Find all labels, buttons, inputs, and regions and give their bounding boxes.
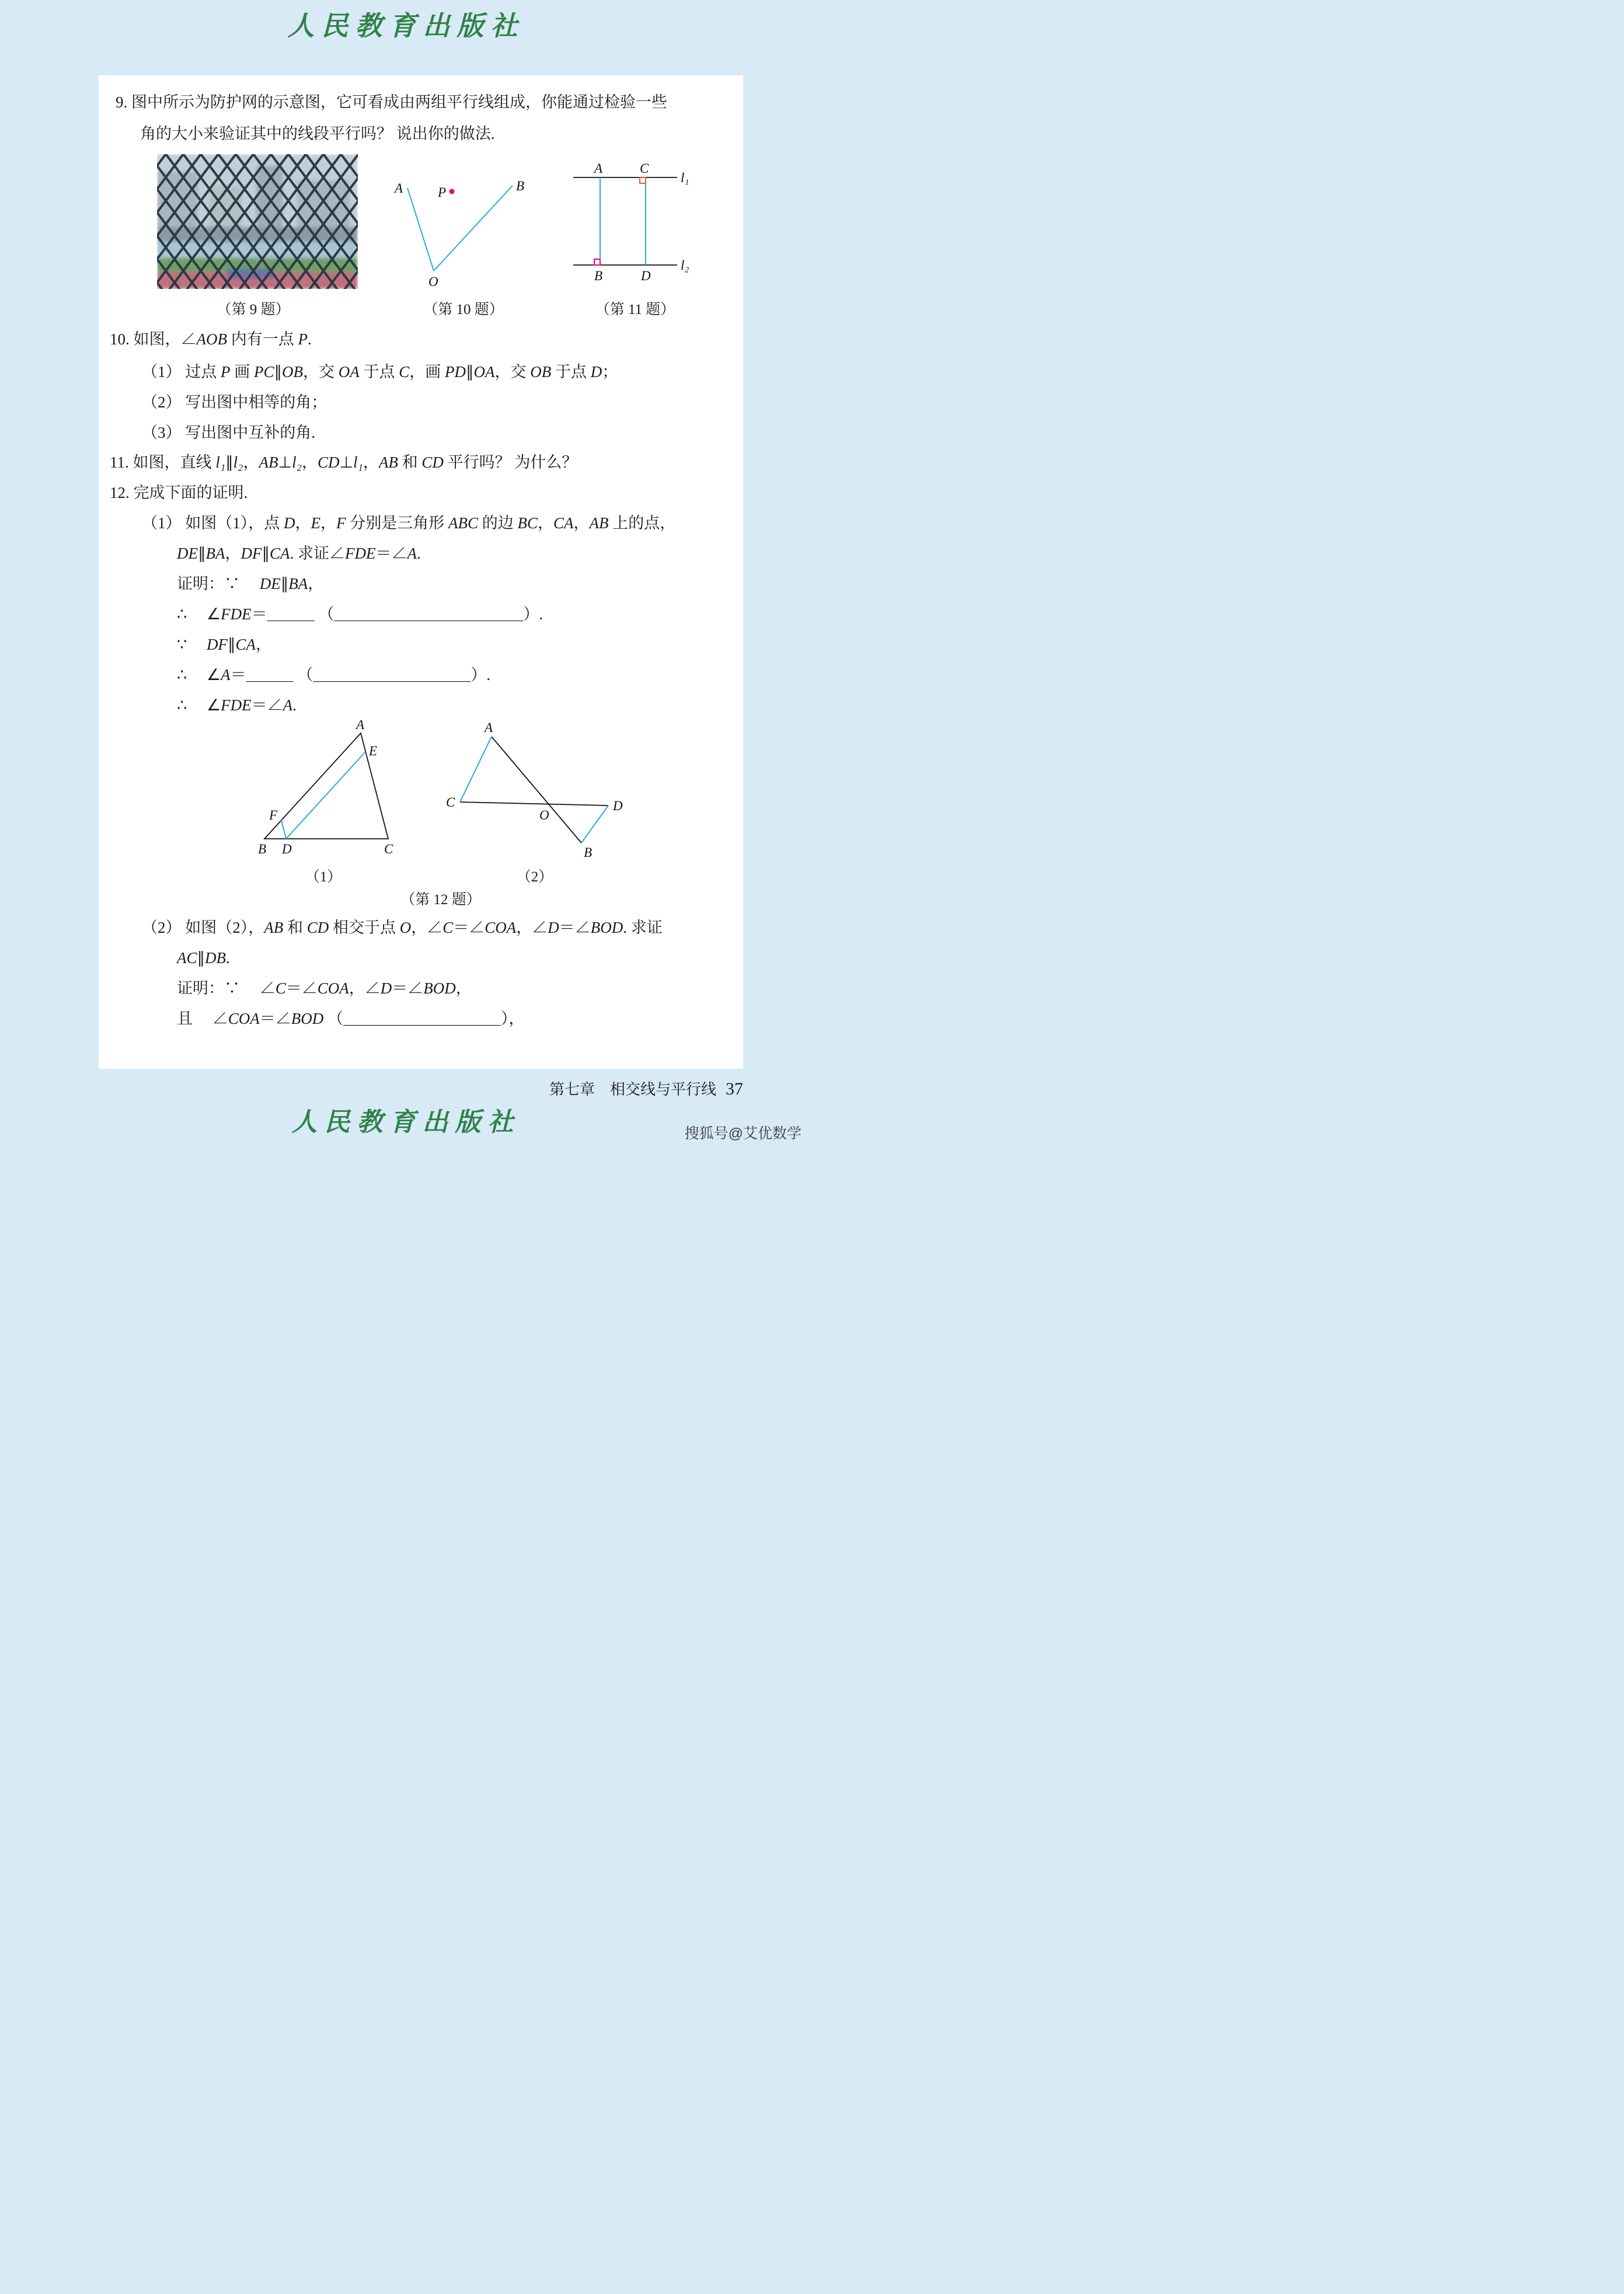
label-B: B [594, 269, 603, 283]
point-P-dot [449, 189, 455, 194]
label-B: B [584, 845, 593, 860]
q10-part1: （1） 过点 P 画 PC∥OB，交 OA 于点 C，画 PD∥OA，交 OB 于点 D； [142, 363, 618, 381]
publisher-logo-bottom: 人民教育出版社 [291, 1108, 521, 1136]
q12-part1-line1: （1） 如图（1），点 D，E，F 分别是三角形 ABC 的边 BC，CA，AB 上的点， [142, 514, 676, 532]
segment-DE [286, 752, 365, 839]
segment-DB [581, 806, 608, 843]
publisher-logo-top: 人民教育出版社 [287, 11, 525, 41]
label-E: E [369, 744, 378, 758]
label-B: B [258, 842, 267, 856]
label-A: A [485, 720, 493, 735]
right-angle-mark-B [594, 259, 600, 265]
q9-line-1: 9. 图中所示为防护网的示意图，它可看成由两组平行线组成，你能通过检验一些 [116, 93, 667, 111]
q10-part2: （2） 写出图中相等的角； [142, 393, 327, 411]
caption-fig9: （第 9 题） [217, 302, 290, 318]
q12-stem: 12. 完成下面的证明. [110, 484, 248, 501]
label-C: C [640, 162, 649, 176]
label-D: D [613, 799, 623, 813]
label-l2: l₂ [681, 258, 689, 273]
q11-stem: 11. 如图，直线 l₁∥l₂，AB⊥l₂，CD⊥l₁，AB 和 CD 平行吗？ 为什么？ [110, 454, 578, 471]
label-D: D [282, 842, 292, 856]
label-O: O [539, 808, 549, 822]
caption-sub2: （2） [516, 869, 553, 885]
label-O: O [428, 274, 438, 289]
q12-part1-line2: DE∥BA，DF∥CA. 求证∠FDE＝∠A. [177, 545, 421, 562]
segment-DF [281, 820, 286, 839]
q12-proof-line6: 证明：∵ ∠C＝∠COA，∠D＝∠BOD， [177, 979, 472, 997]
label-A: A [594, 162, 603, 176]
right-angle-mark-C [640, 177, 646, 183]
q10-part3: （3） 写出图中互补的角. [142, 424, 315, 441]
q12-proof-line4: ∴ ∠A＝＿＿＿ （＿＿＿＿＿＿＿＿＿＿）. [177, 666, 491, 684]
segment-AC [460, 737, 492, 802]
caption-fig12: （第 12 题） [400, 892, 481, 908]
q12-proof-line2: ∴ ∠FDE＝＿＿＿ （＿＿＿＿＿＿＿＿＿＿＿＿）. [177, 605, 543, 623]
label-C: C [446, 795, 455, 810]
page-footer [549, 1078, 743, 1099]
footer-page-number: 37 [726, 1079, 743, 1099]
footer-chapter-title: 第七章 相交线与平行线 [549, 1081, 716, 1098]
ray-OA [407, 188, 434, 271]
q12-part2-line1: （2） 如图（2），AB 和 CD 相交于点 O，∠C＝∠COA，∠D＝∠BOD. 求证 [142, 919, 663, 936]
q10-stem: 10. 如图，∠AOB 内有一点 P. [110, 330, 312, 348]
q12-proof-line1: 证明：∵ DE∥BA， [177, 575, 324, 592]
label-B: B [516, 179, 525, 193]
figure-q12-1 [250, 720, 405, 860]
q12-proof-line3: ∵ DF∥CA， [177, 636, 271, 653]
label-C: C [384, 842, 393, 856]
figure-q12-2 [437, 720, 632, 863]
line-AB [492, 737, 581, 843]
q12-proof-line7: 且 ∠COA＝∠BOD （＿＿＿＿＿＿＿＿＿＿）， [177, 1010, 525, 1027]
caption-fig10: （第 10 题） [423, 302, 504, 318]
caption-fig11: （第 11 题） [595, 302, 675, 318]
caption-sub1: （1） [305, 869, 342, 885]
line-CD [460, 802, 608, 806]
q12-proof-line5: ∴ ∠FDE＝∠A. [177, 696, 297, 714]
q9-line-2: 角的大小来验证其中的线段平行吗？ 说出你的做法. [140, 125, 495, 142]
figure-q10 [390, 173, 530, 290]
watermark-text: 搜狐号@艾优数学 [684, 1125, 801, 1142]
chain-link-mesh [157, 154, 358, 289]
label-A: A [395, 181, 403, 196]
label-F: F [269, 808, 278, 822]
label-P: P [438, 185, 447, 200]
figure-q11 [571, 162, 693, 285]
label-l1: l₁ [681, 170, 689, 185]
label-D: D [641, 269, 651, 283]
fence-photo [157, 154, 358, 289]
label-A: A [356, 720, 365, 732]
q12-part2-line2: AC∥DB. [177, 949, 230, 967]
